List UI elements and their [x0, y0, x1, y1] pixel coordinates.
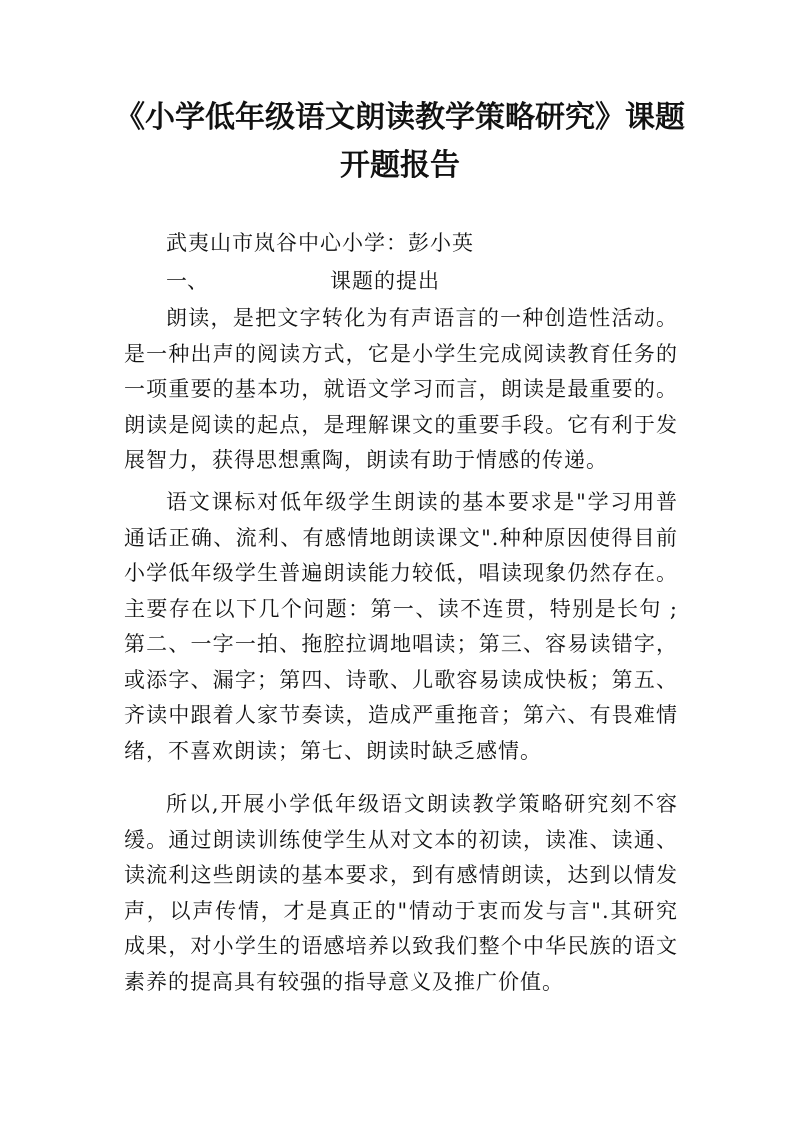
- paragraph-1: 朗读，是把文字转化为有声语言的一种创造性活动。是一种出声的阅读方式，它是小学生完成阅读教育任务的一项重要的基本功，就语文学习而言，朗读是最重要的。朗读是阅读的起点，是理解课文的重要手段。它有利于发展智力，获得思想熏陶，朗读有助于情感的传递。: [124, 306, 678, 472]
- section-number: 一、: [166, 269, 208, 293]
- document-title-line1: 《小学低年级语文朗读教学策略研究》课题: [115, 100, 685, 135]
- document-title-line2: 开题报告: [340, 148, 460, 183]
- section-heading: 课题的提出: [330, 269, 440, 293]
- paragraph-3: 所以,开展小学低年级语文朗读教学策略研究刻不容缓。通过朗读训练使学生从对文本的初读，读准、读通、读流利这些朗读的基本要求，到有感情朗读，达到以情发声，以声传情，才是真正的"情动于衷而发与言".其研究成果，对小学生的语感培养以致我们整个中华民族的语文素养的提高具有较强的指导意义及推广价值。: [124, 792, 678, 994]
- author-affiliation: 武夷山市岚谷中心小学：彭小英: [166, 231, 474, 255]
- paragraph-2: 语文课标对低年级学生朗读的基本要求是"学习用普通话正确、流利、有感情地朗读课文".种种原因使得目前小学低年级学生普遍朗读能力较低，唱读现象仍然存在。主要存在以下几个问题：第一、读不连贯，特别是长句 ;第二、一字一拍、拖腔拉调地唱读；第三、容易读错字，或添字、漏字；第四、诗歌、儿歌容易读成快板；第五、齐读中跟着人家节奏读，造成严重拖音；第六、有畏难情绪，不喜欢朗读；第七、朗读时缺乏感情。: [124, 490, 678, 763]
